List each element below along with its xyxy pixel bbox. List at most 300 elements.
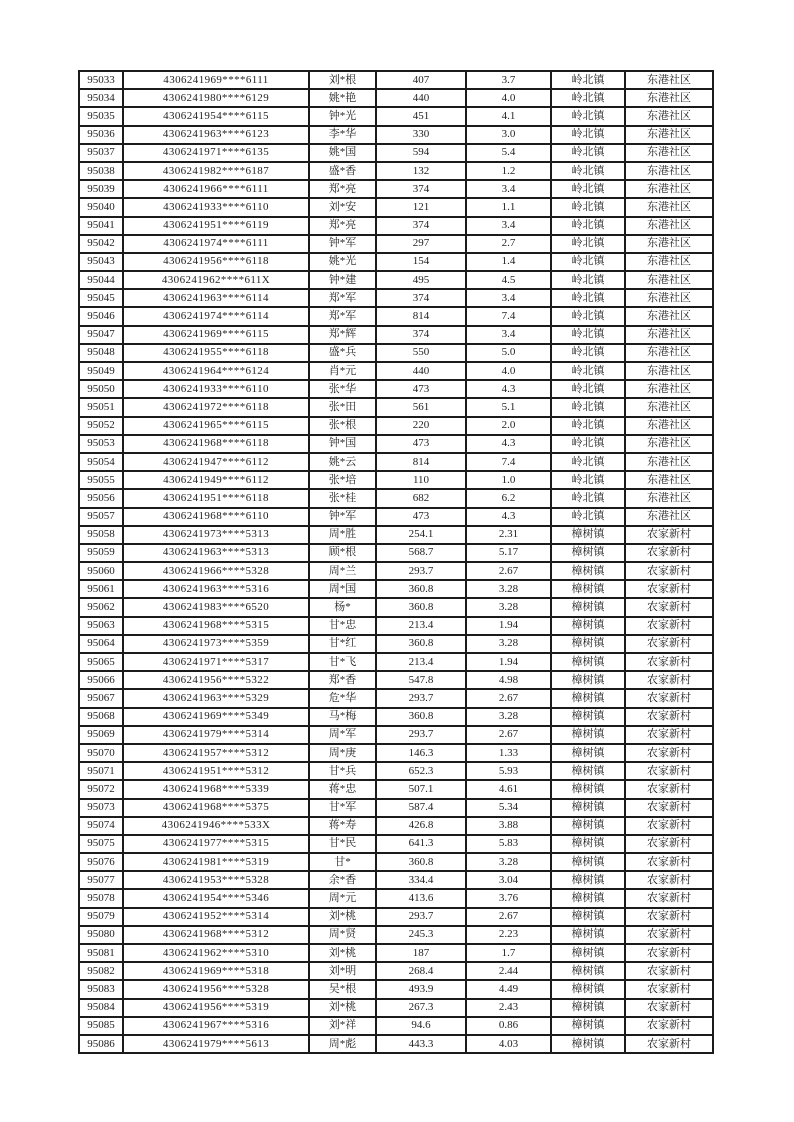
cell-seq: 95063 [79, 617, 123, 635]
cell-id-number: 4306241963****5316 [123, 580, 309, 598]
cell-id-number: 4306241968****6118 [123, 435, 309, 453]
cell-community: 东港社区 [625, 126, 713, 144]
cell-seq: 95067 [79, 689, 123, 707]
cell-seq: 95055 [79, 471, 123, 489]
cell-town: 樟树镇 [551, 799, 625, 817]
cell-seq: 95046 [79, 307, 123, 325]
cell-rate: 4.98 [466, 671, 551, 689]
table-row [79, 471, 713, 489]
cell-community: 农家新村 [625, 689, 713, 707]
cell-town: 岭北镇 [551, 453, 625, 471]
table-row [79, 780, 713, 798]
cell-amount: 213.4 [376, 617, 466, 635]
cell-rate: 1.0 [466, 471, 551, 489]
cell-id-number: 4306241973****5313 [123, 526, 309, 544]
cell-name: 周*庚 [309, 744, 376, 762]
cell-rate: 2.67 [466, 562, 551, 580]
table-row [79, 617, 713, 635]
cell-amount: 550 [376, 344, 466, 362]
cell-community: 东港社区 [625, 307, 713, 325]
cell-amount: 330 [376, 126, 466, 144]
cell-name: 蒋*忠 [309, 780, 376, 798]
cell-id-number: 4306241968****5312 [123, 926, 309, 944]
table-row [79, 526, 713, 544]
table-row [79, 871, 713, 889]
cell-community: 东港社区 [625, 362, 713, 380]
cell-seq: 95053 [79, 435, 123, 453]
cell-town: 岭北镇 [551, 489, 625, 507]
cell-amount: 360.8 [376, 598, 466, 616]
cell-seq: 95073 [79, 799, 123, 817]
cell-amount: 293.7 [376, 689, 466, 707]
table-row [79, 271, 713, 289]
cell-amount: 493.9 [376, 980, 466, 998]
cell-seq: 95069 [79, 726, 123, 744]
cell-id-number: 4306241933****6110 [123, 380, 309, 398]
cell-rate: 1.33 [466, 744, 551, 762]
cell-town: 岭北镇 [551, 435, 625, 453]
cell-town: 岭北镇 [551, 398, 625, 416]
subsidy-roster-table [78, 70, 714, 1054]
cell-community: 农家新村 [625, 617, 713, 635]
cell-community: 农家新村 [625, 598, 713, 616]
cell-rate: 4.03 [466, 1035, 551, 1053]
cell-amount: 334.4 [376, 871, 466, 889]
cell-amount: 213.4 [376, 653, 466, 671]
table-row [79, 889, 713, 907]
cell-name: 吴*根 [309, 980, 376, 998]
cell-id-number: 4306241969****6111 [123, 71, 309, 89]
cell-town: 岭北镇 [551, 235, 625, 253]
cell-community: 农家新村 [625, 889, 713, 907]
cell-id-number: 4306241969****5318 [123, 962, 309, 980]
cell-id-number: 4306241980****6129 [123, 89, 309, 107]
cell-community: 农家新村 [625, 671, 713, 689]
cell-seq: 95079 [79, 908, 123, 926]
cell-rate: 5.0 [466, 344, 551, 362]
cell-amount: 268.4 [376, 962, 466, 980]
cell-community: 东港社区 [625, 380, 713, 398]
cell-id-number: 4306241963****5313 [123, 544, 309, 562]
cell-name: 蒋*寿 [309, 817, 376, 835]
table-row [79, 580, 713, 598]
cell-name: 钟*军 [309, 235, 376, 253]
cell-amount: 132 [376, 162, 466, 180]
cell-id-number: 4306241966****5328 [123, 562, 309, 580]
cell-seq: 95058 [79, 526, 123, 544]
cell-community: 东港社区 [625, 271, 713, 289]
cell-rate: 2.67 [466, 726, 551, 744]
cell-seq: 95039 [79, 180, 123, 198]
cell-rate: 3.28 [466, 635, 551, 653]
cell-town: 岭北镇 [551, 344, 625, 362]
cell-town: 岭北镇 [551, 162, 625, 180]
cell-community: 农家新村 [625, 908, 713, 926]
cell-town: 樟树镇 [551, 962, 625, 980]
cell-name: 刘*安 [309, 198, 376, 216]
cell-town: 樟树镇 [551, 980, 625, 998]
cell-seq: 95061 [79, 580, 123, 598]
cell-name: 甘*飞 [309, 653, 376, 671]
cell-id-number: 4306241963****6114 [123, 289, 309, 307]
cell-id-number: 4306241962****5310 [123, 944, 309, 962]
cell-amount: 360.8 [376, 580, 466, 598]
cell-name: 张*田 [309, 398, 376, 416]
cell-id-number: 4306241974****6111 [123, 235, 309, 253]
cell-id-number: 4306241979****5314 [123, 726, 309, 744]
cell-town: 樟树镇 [551, 562, 625, 580]
cell-seq: 95082 [79, 962, 123, 980]
cell-rate: 5.34 [466, 799, 551, 817]
cell-amount: 374 [376, 217, 466, 235]
cell-amount: 440 [376, 89, 466, 107]
cell-community: 农家新村 [625, 799, 713, 817]
cell-town: 樟树镇 [551, 598, 625, 616]
cell-amount: 682 [376, 489, 466, 507]
cell-seq: 95083 [79, 980, 123, 998]
cell-rate: 4.3 [466, 380, 551, 398]
cell-name: 张*华 [309, 380, 376, 398]
table-row [79, 417, 713, 435]
table-row [79, 671, 713, 689]
cell-id-number: 4306241951****6119 [123, 217, 309, 235]
table-row [79, 217, 713, 235]
cell-community: 农家新村 [625, 653, 713, 671]
cell-amount: 587.4 [376, 799, 466, 817]
cell-seq: 95064 [79, 635, 123, 653]
table-row [79, 598, 713, 616]
cell-id-number: 4306241971****6135 [123, 144, 309, 162]
cell-rate: 5.17 [466, 544, 551, 562]
cell-amount: 360.8 [376, 853, 466, 871]
cell-community: 东港社区 [625, 471, 713, 489]
cell-town: 樟树镇 [551, 926, 625, 944]
cell-name: 甘*军 [309, 799, 376, 817]
cell-name: 甘*忠 [309, 617, 376, 635]
table-row [79, 398, 713, 416]
cell-seq: 95037 [79, 144, 123, 162]
cell-rate: 5.4 [466, 144, 551, 162]
cell-seq: 95057 [79, 508, 123, 526]
cell-name: 钟*军 [309, 508, 376, 526]
cell-community: 东港社区 [625, 508, 713, 526]
cell-seq: 95059 [79, 544, 123, 562]
cell-rate: 1.2 [466, 162, 551, 180]
cell-rate: 3.04 [466, 871, 551, 889]
cell-name: 周*国 [309, 580, 376, 598]
cell-seq: 95080 [79, 926, 123, 944]
cell-seq: 95074 [79, 817, 123, 835]
cell-seq: 95071 [79, 762, 123, 780]
cell-id-number: 4306241963****6123 [123, 126, 309, 144]
table-row [79, 962, 713, 980]
cell-id-number: 4306241969****6115 [123, 326, 309, 344]
cell-seq: 95051 [79, 398, 123, 416]
cell-amount: 652.3 [376, 762, 466, 780]
cell-rate: 4.5 [466, 271, 551, 289]
cell-community: 东港社区 [625, 198, 713, 216]
cell-amount: 360.8 [376, 635, 466, 653]
cell-community: 东港社区 [625, 162, 713, 180]
cell-id-number: 4306241956****6118 [123, 253, 309, 271]
cell-id-number: 4306241956****5319 [123, 999, 309, 1017]
cell-amount: 110 [376, 471, 466, 489]
cell-community: 农家新村 [625, 999, 713, 1017]
table-row [79, 144, 713, 162]
cell-town: 岭北镇 [551, 380, 625, 398]
cell-town: 岭北镇 [551, 289, 625, 307]
cell-community: 东港社区 [625, 435, 713, 453]
cell-seq: 95036 [79, 126, 123, 144]
cell-id-number: 4306241968****5339 [123, 780, 309, 798]
cell-amount: 561 [376, 398, 466, 416]
cell-rate: 3.4 [466, 217, 551, 235]
cell-amount: 473 [376, 435, 466, 453]
cell-seq: 95086 [79, 1035, 123, 1053]
cell-id-number: 4306241972****6118 [123, 398, 309, 416]
cell-amount: 443.3 [376, 1035, 466, 1053]
cell-rate: 3.7 [466, 71, 551, 89]
cell-community: 农家新村 [625, 726, 713, 744]
cell-seq: 95052 [79, 417, 123, 435]
cell-name: 郑*香 [309, 671, 376, 689]
cell-id-number: 4306241979****5613 [123, 1035, 309, 1053]
table-row [79, 489, 713, 507]
cell-id-number: 4306241968****5315 [123, 617, 309, 635]
cell-seq: 95043 [79, 253, 123, 271]
cell-seq: 95054 [79, 453, 123, 471]
cell-name: 刘*桃 [309, 944, 376, 962]
cell-amount: 814 [376, 453, 466, 471]
cell-name: 周*胜 [309, 526, 376, 544]
cell-seq: 95070 [79, 744, 123, 762]
cell-rate: 2.0 [466, 417, 551, 435]
cell-id-number: 4306241982****6187 [123, 162, 309, 180]
table-row [79, 544, 713, 562]
cell-town: 岭北镇 [551, 253, 625, 271]
table-row [79, 853, 713, 871]
cell-name: 顾*根 [309, 544, 376, 562]
cell-rate: 2.23 [466, 926, 551, 944]
cell-town: 樟树镇 [551, 653, 625, 671]
cell-rate: 3.76 [466, 889, 551, 907]
cell-community: 东港社区 [625, 217, 713, 235]
cell-name: 危*华 [309, 689, 376, 707]
cell-rate: 2.31 [466, 526, 551, 544]
cell-name: 周*元 [309, 889, 376, 907]
table-row [79, 799, 713, 817]
cell-amount: 297 [376, 235, 466, 253]
cell-seq: 95065 [79, 653, 123, 671]
cell-seq: 95072 [79, 780, 123, 798]
cell-town: 岭北镇 [551, 144, 625, 162]
cell-community: 农家新村 [625, 853, 713, 871]
table-row [79, 944, 713, 962]
table-row [79, 835, 713, 853]
cell-id-number: 4306241969****5349 [123, 708, 309, 726]
cell-rate: 3.28 [466, 580, 551, 598]
cell-seq: 95038 [79, 162, 123, 180]
cell-id-number: 4306241964****6124 [123, 362, 309, 380]
cell-name: 郑*亮 [309, 180, 376, 198]
cell-amount: 473 [376, 508, 466, 526]
cell-seq: 95081 [79, 944, 123, 962]
cell-town: 岭北镇 [551, 362, 625, 380]
cell-id-number: 4306241957****5312 [123, 744, 309, 762]
cell-rate: 7.4 [466, 453, 551, 471]
cell-community: 农家新村 [625, 544, 713, 562]
cell-community: 东港社区 [625, 180, 713, 198]
cell-amount: 407 [376, 71, 466, 89]
table-row [79, 453, 713, 471]
table-row [79, 71, 713, 89]
table-row [79, 253, 713, 271]
cell-amount: 94.6 [376, 1017, 466, 1035]
cell-name: 周*彪 [309, 1035, 376, 1053]
cell-name: 刘*祥 [309, 1017, 376, 1035]
cell-id-number: 4306241956****5322 [123, 671, 309, 689]
cell-seq: 95044 [79, 271, 123, 289]
cell-id-number: 4306241962****611X [123, 271, 309, 289]
cell-rate: 2.67 [466, 689, 551, 707]
cell-town: 樟树镇 [551, 689, 625, 707]
cell-name: 周*兰 [309, 562, 376, 580]
cell-community: 农家新村 [625, 780, 713, 798]
cell-town: 樟树镇 [551, 871, 625, 889]
cell-rate: 4.3 [466, 435, 551, 453]
cell-id-number: 4306241933****6110 [123, 198, 309, 216]
cell-town: 樟树镇 [551, 617, 625, 635]
cell-town: 岭北镇 [551, 471, 625, 489]
table-row [79, 562, 713, 580]
cell-town: 岭北镇 [551, 198, 625, 216]
cell-id-number: 4306241981****5319 [123, 853, 309, 871]
cell-town: 樟树镇 [551, 708, 625, 726]
cell-town: 岭北镇 [551, 89, 625, 107]
cell-name: 刘*根 [309, 71, 376, 89]
cell-seq: 95049 [79, 362, 123, 380]
cell-community: 东港社区 [625, 253, 713, 271]
cell-name: 杨* [309, 598, 376, 616]
cell-name: 姚*艳 [309, 89, 376, 107]
table-row [79, 198, 713, 216]
cell-rate: 2.44 [466, 962, 551, 980]
cell-rate: 1.94 [466, 617, 551, 635]
cell-rate: 3.4 [466, 180, 551, 198]
cell-name: 甘*民 [309, 835, 376, 853]
table-row [79, 908, 713, 926]
cell-seq: 95047 [79, 326, 123, 344]
table-row [79, 162, 713, 180]
cell-id-number: 4306241968****5375 [123, 799, 309, 817]
cell-town: 岭北镇 [551, 180, 625, 198]
cell-rate: 2.67 [466, 908, 551, 926]
cell-town: 岭北镇 [551, 326, 625, 344]
cell-rate: 3.28 [466, 853, 551, 871]
cell-seq: 95034 [79, 89, 123, 107]
cell-amount: 426.8 [376, 817, 466, 835]
cell-amount: 473 [376, 380, 466, 398]
table-row [79, 107, 713, 125]
cell-amount: 121 [376, 198, 466, 216]
cell-name: 盛*兵 [309, 344, 376, 362]
table-row [79, 289, 713, 307]
cell-seq: 95050 [79, 380, 123, 398]
cell-name: 钟*建 [309, 271, 376, 289]
cell-amount: 594 [376, 144, 466, 162]
cell-rate: 0.86 [466, 1017, 551, 1035]
cell-rate: 4.1 [466, 107, 551, 125]
cell-id-number: 4306241953****5328 [123, 871, 309, 889]
cell-town: 岭北镇 [551, 271, 625, 289]
cell-rate: 5.93 [466, 762, 551, 780]
cell-rate: 3.0 [466, 126, 551, 144]
table-row [79, 380, 713, 398]
cell-amount: 360.8 [376, 708, 466, 726]
cell-seq: 95078 [79, 889, 123, 907]
table-row [79, 89, 713, 107]
cell-community: 农家新村 [625, 1035, 713, 1053]
cell-seq: 95075 [79, 835, 123, 853]
table-body [79, 71, 713, 1053]
cell-amount: 413.6 [376, 889, 466, 907]
cell-id-number: 4306241974****6114 [123, 307, 309, 325]
cell-seq: 95084 [79, 999, 123, 1017]
cell-seq: 95045 [79, 289, 123, 307]
table-row [79, 689, 713, 707]
cell-town: 樟树镇 [551, 744, 625, 762]
cell-id-number: 4306241966****6111 [123, 180, 309, 198]
cell-amount: 146.3 [376, 744, 466, 762]
cell-town: 樟树镇 [551, 908, 625, 926]
cell-amount: 495 [376, 271, 466, 289]
cell-community: 东港社区 [625, 326, 713, 344]
cell-name: 姚*国 [309, 144, 376, 162]
cell-id-number: 4306241956****5328 [123, 980, 309, 998]
cell-town: 樟树镇 [551, 1035, 625, 1053]
table-row [79, 744, 713, 762]
cell-town: 樟树镇 [551, 762, 625, 780]
table-row [79, 726, 713, 744]
cell-amount: 451 [376, 107, 466, 125]
cell-community: 东港社区 [625, 107, 713, 125]
cell-town: 岭北镇 [551, 107, 625, 125]
cell-town: 樟树镇 [551, 635, 625, 653]
cell-amount: 267.3 [376, 999, 466, 1017]
cell-id-number: 4306241977****5315 [123, 835, 309, 853]
cell-id-number: 4306241983****6520 [123, 598, 309, 616]
cell-seq: 95076 [79, 853, 123, 871]
cell-town: 樟树镇 [551, 526, 625, 544]
cell-rate: 4.49 [466, 980, 551, 998]
cell-id-number: 4306241954****5346 [123, 889, 309, 907]
cell-seq: 95085 [79, 1017, 123, 1035]
cell-name: 刘*桃 [309, 999, 376, 1017]
cell-rate: 4.0 [466, 89, 551, 107]
cell-town: 岭北镇 [551, 71, 625, 89]
cell-name: 钟*国 [309, 435, 376, 453]
cell-community: 东港社区 [625, 71, 713, 89]
table-row [79, 180, 713, 198]
cell-community: 农家新村 [625, 926, 713, 944]
cell-name: 张*桂 [309, 489, 376, 507]
cell-seq: 95068 [79, 708, 123, 726]
table-row [79, 126, 713, 144]
cell-id-number: 4306241951****6118 [123, 489, 309, 507]
cell-town: 樟树镇 [551, 544, 625, 562]
cell-name: 郑*军 [309, 289, 376, 307]
cell-seq: 95042 [79, 235, 123, 253]
